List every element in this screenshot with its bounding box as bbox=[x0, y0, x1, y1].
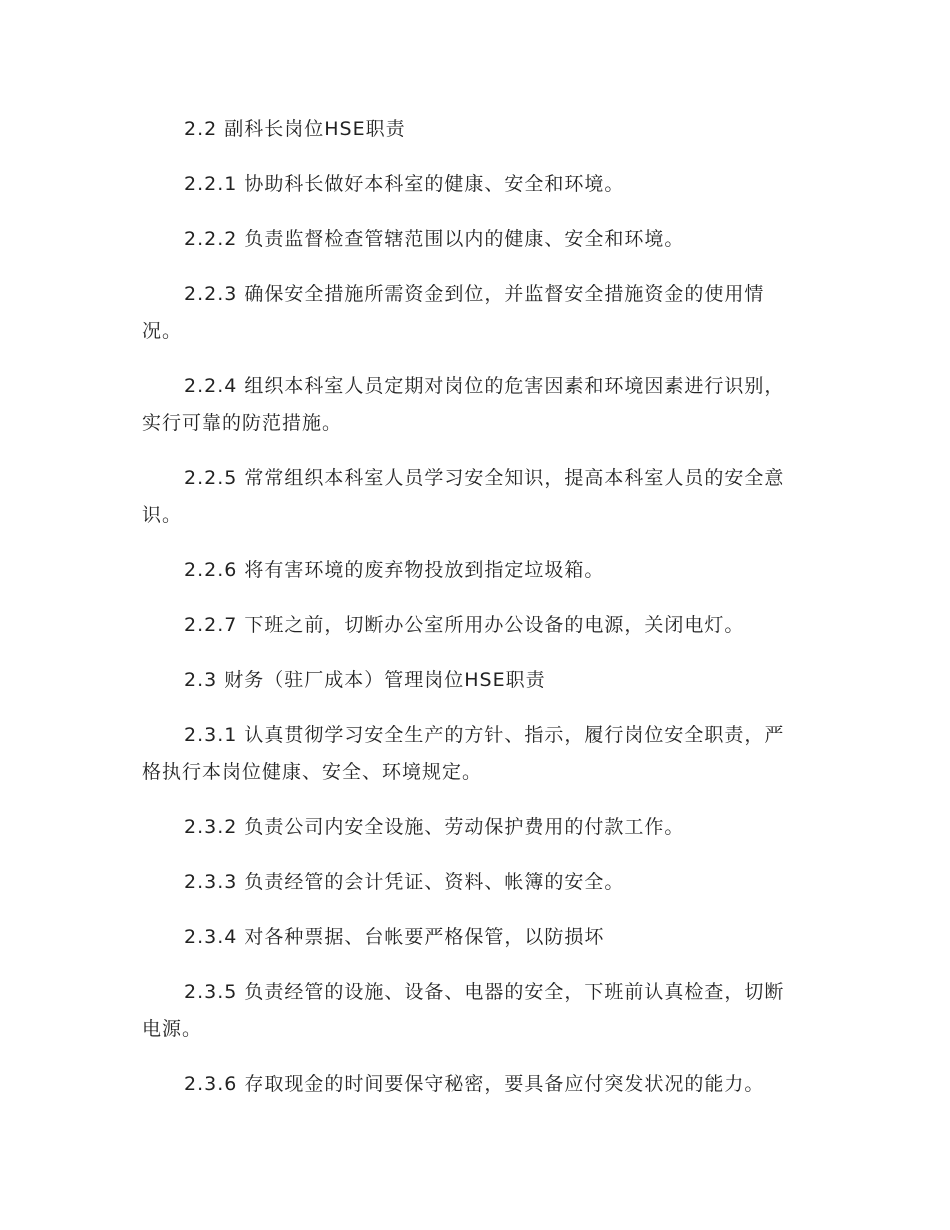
paragraph: 2.2.6 将有害环境的废弃物投放到指定垃圾箱。 bbox=[184, 559, 605, 581]
document-body bbox=[142, 111, 802, 1121]
paragraph: 2.3.6 存取现金的时间要保守秘密，要具备应付突发状况的能力。 bbox=[184, 1073, 765, 1095]
paragraph: 2.2.2 负责监督检查管辖范围以内的健康、安全和环境。 bbox=[184, 228, 685, 250]
section-heading: 2.3 财务（驻厂成本）管理岗位HSE职责 bbox=[184, 669, 546, 691]
paragraph: 2.2.7 下班之前，切断办公室所用办公设备的电源，关闭电灯。 bbox=[184, 614, 745, 636]
paragraph: 2.3.4 对各种票据、台帐要严格保管，以防损坏 bbox=[184, 926, 605, 948]
paragraph: 2.2.3 确保安全措施所需资金到位，并监督安全措施资金的使用情况。 bbox=[142, 283, 765, 342]
paragraph: 2.3.2 负责公司内安全设施、劳动保护费用的付款工作。 bbox=[184, 816, 685, 838]
paragraph: 2.2.5 常常组织本科室人员学习安全知识，提高本科室人员的安全意识。 bbox=[142, 467, 785, 526]
paragraph: 2.3.5 负责经管的设施、设备、电器的安全，下班前认真检查，切断电源。 bbox=[142, 981, 785, 1040]
paragraph: 2.2.1 协助科长做好本科室的健康、安全和环境。 bbox=[184, 173, 625, 195]
paragraph: 2.3.1 认真贯彻学习安全生产的方针、指示，履行岗位安全职责，严格执行本岗位健康、安全、环境规定。 bbox=[142, 724, 785, 783]
paragraph: 2.2.4 组织本科室人员定期对岗位的危害因素和环境因素进行识别，实行可靠的防范措施。 bbox=[142, 375, 785, 434]
section-heading: 2.2 副科长岗位HSE职责 bbox=[184, 118, 406, 140]
paragraph: 2.3.3 负责经管的会计凭证、资料、帐簿的安全。 bbox=[184, 871, 625, 893]
